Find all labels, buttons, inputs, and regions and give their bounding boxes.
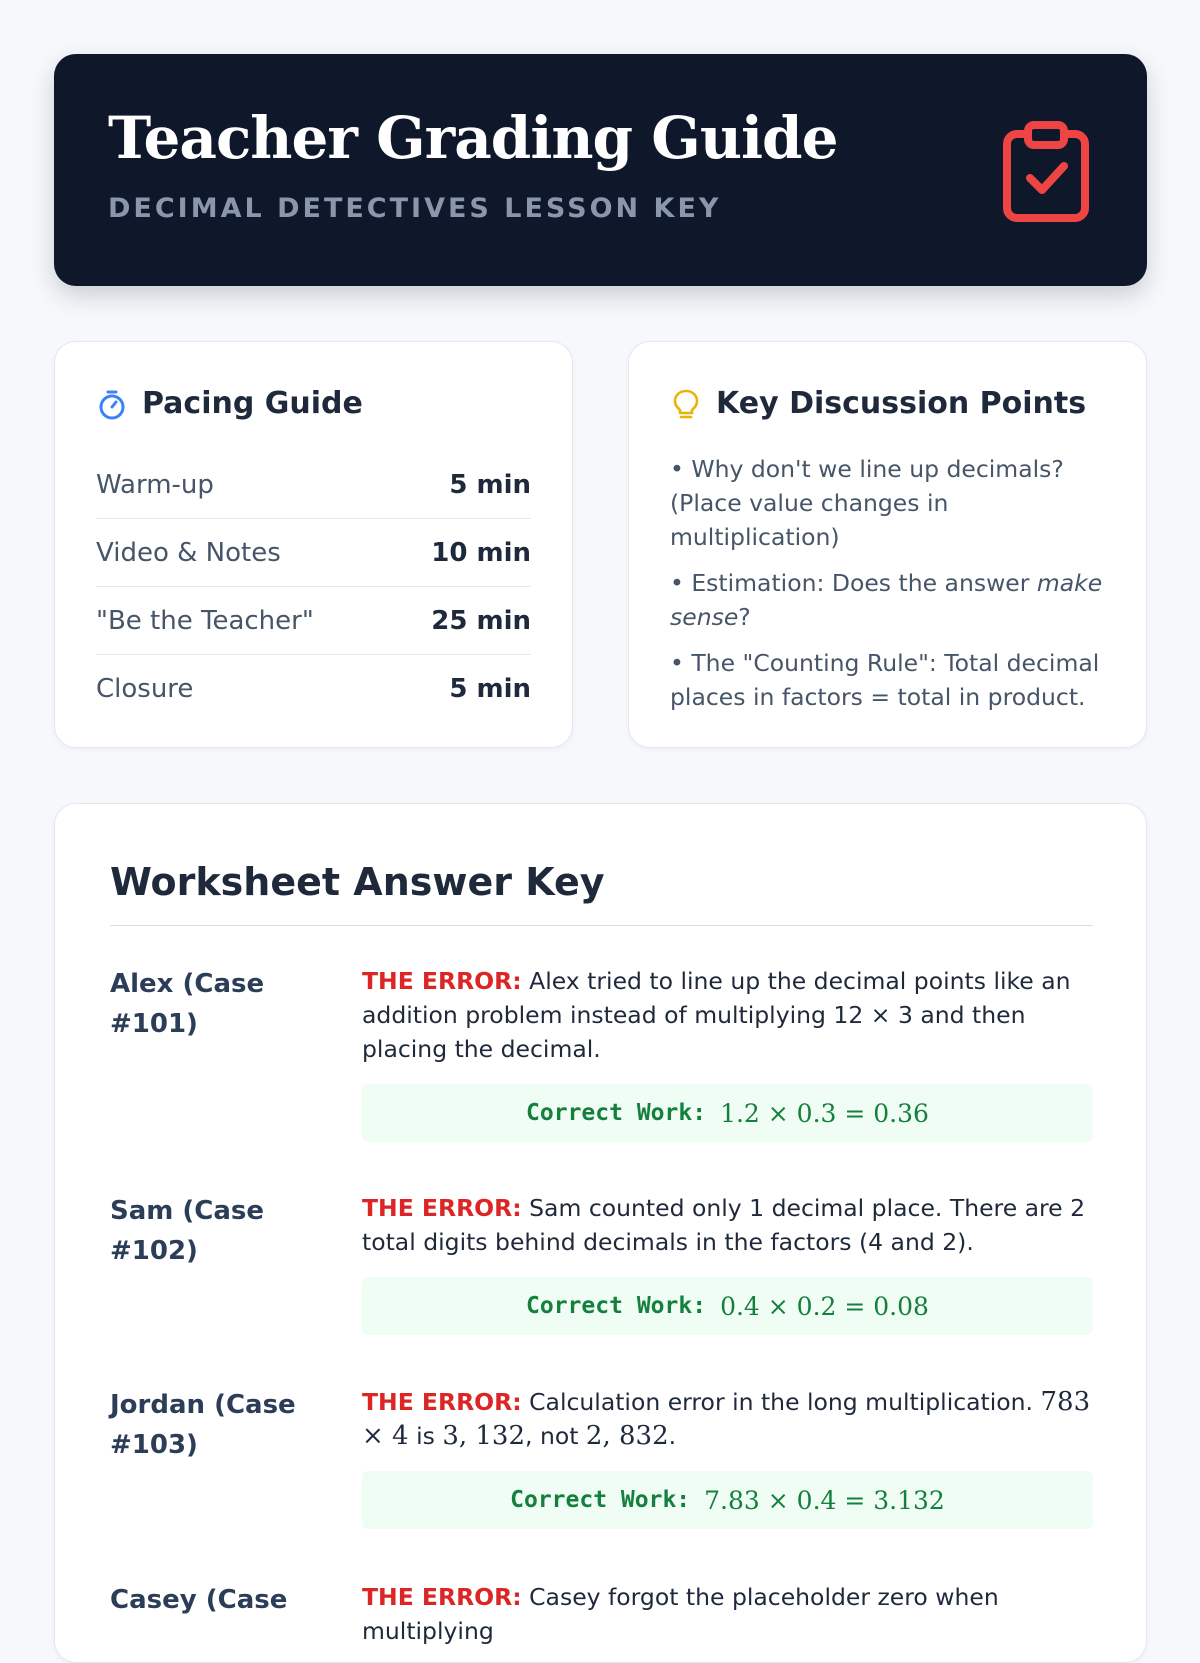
pacing-row <box>96 451 531 519</box>
page-title: Teacher Grading Guide <box>108 104 838 172</box>
lightbulb-icon <box>669 388 703 422</box>
answer-key-title: Worksheet Answer Key <box>110 860 605 904</box>
pacing-row-label: Warm-up <box>96 469 214 500</box>
pacing-guide-title: Pacing Guide <box>142 386 363 421</box>
correct-work-box <box>362 1471 1093 1529</box>
pacing-row-time: 5 min <box>449 674 531 704</box>
discussion-points-title: Key Discussion Points <box>716 386 1087 421</box>
correct-work-equation: 0.4 × 0.2 = 0.08 <box>720 1291 929 1321</box>
case-body <box>362 964 1093 1142</box>
correct-work-box <box>362 1084 1093 1142</box>
pacing-row-time: 10 min <box>431 537 531 568</box>
pacing-row-time: 5 min <box>449 469 531 500</box>
correct-work-equation: 1.2 × 0.3 = 0.36 <box>720 1098 929 1128</box>
error-label: THE ERROR: <box>362 967 522 995</box>
correct-work-box <box>362 1277 1093 1335</box>
correct-work-label: Correct Work: <box>510 1487 691 1513</box>
error-label: THE ERROR: <box>362 1194 522 1222</box>
divider <box>110 925 1093 926</box>
correct-work-label: Correct Work: <box>526 1100 707 1126</box>
error-label: THE ERROR: <box>362 1388 522 1416</box>
case-name: Casey (Case <box>110 1585 288 1615</box>
case-error-text: THE ERROR: Sam counted only 1 decimal place. There are 2 total digits behind decimals in the factors (4 and 2). <box>362 1194 1086 1256</box>
case-body <box>362 1191 1093 1335</box>
pacing-guide-card <box>54 341 573 748</box>
case-name: Jordan (Case #103) <box>110 1390 296 1460</box>
case-name: Alex (Case #101) <box>110 969 265 1039</box>
error-label: THE ERROR: <box>362 1583 522 1611</box>
case-name: Sam (Case #102) <box>110 1196 265 1266</box>
answer-key-card <box>54 803 1147 1663</box>
correct-work-equation: 7.83 × 0.4 = 3.132 <box>704 1485 945 1515</box>
discussion-item: • Why don't we line up decimals? (Place value changes in multiplication) <box>670 455 1064 551</box>
pacing-row <box>96 519 531 587</box>
pacing-row-label: Video & Notes <box>96 537 281 568</box>
pacing-row-label: "Be the Teacher" <box>96 605 314 636</box>
pacing-row <box>96 587 531 655</box>
correct-work-label: Correct Work: <box>526 1293 707 1319</box>
discussion-item: • The "Counting Rule": Total decimal places in factors = total in product. <box>670 649 1100 711</box>
clipboard-check-icon <box>994 120 1100 226</box>
stopwatch-icon <box>95 388 129 422</box>
pacing-row-label: Closure <box>96 674 194 704</box>
discussion-points-card <box>628 341 1147 748</box>
case-body <box>362 1385 1093 1529</box>
pacing-row <box>96 655 531 723</box>
case-body <box>362 1580 1093 1648</box>
discussion-list <box>670 452 1110 726</box>
discussion-item: • Estimation: Does the answer make sense? <box>670 569 1103 631</box>
case-error-text: THE ERROR: Alex tried to line up the decimal points like an addition problem instead of multiplying 12 × 3 and then placing the decimal. <box>362 967 1071 1063</box>
case-error-text: THE ERROR: Calculation error in the long multiplication. 783 × 4 is 3, 132, not 2, 832. <box>362 1387 1091 1451</box>
page-subtitle: DECIMAL DETECTIVES LESSON KEY <box>108 193 722 224</box>
header-banner <box>54 54 1147 286</box>
pacing-row-time: 25 min <box>431 605 531 636</box>
case-error-text: THE ERROR: Casey forgot the placeholder zero when multiplying <box>362 1583 999 1645</box>
